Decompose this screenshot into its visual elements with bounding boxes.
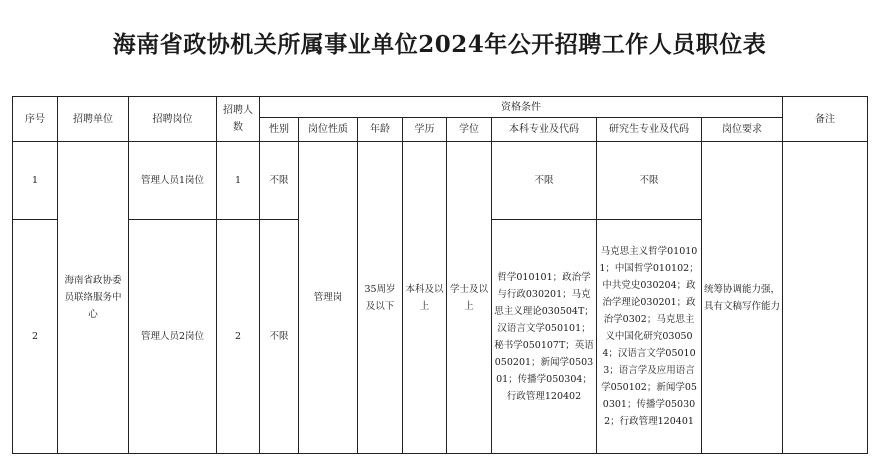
degree-cell: 学士及以上 [447,142,492,454]
header-gender: 性别 [260,118,299,142]
requirements-cell: 统筹协调能力强，具有文稿写作能力 [702,142,783,454]
row-count: 1 [217,142,260,220]
header-position: 招聘岗位 [129,97,217,142]
header-age: 年龄 [358,118,403,142]
remarks-cell [783,142,868,454]
row-seq: 1 [13,142,58,220]
row-position: 管理人员1岗位 [129,142,217,220]
nature-cell: 管理岗 [299,142,358,454]
row-undergrad: 哲学010101；政治学与行政030201；马克思主义理论030504T；汉语言文学050101；秘书学050107T；英语050201；新闻学050301；传播学050304；行政管理120402 [492,220,597,454]
row-position: 管理人员2岗位 [129,220,217,454]
header-degree: 学位 [447,118,492,142]
row-grad: 马克思主义哲学010101；中国哲学010102；中共党史030204；政治学理论030201；政治学0302；马克思主义中国化研究030504；汉语言文学050103；语言学及应用语言学050102；新闻学050301；传播学050302；行政管理120401 [597,220,702,454]
header-row-1 [13,97,868,118]
row-gender: 不限 [260,142,299,220]
header-grad: 研究生专业及代码 [597,118,702,142]
age-cell: 35周岁及以下 [358,142,403,454]
document-title: 海南省政协机关所属事业单位2024年公开招聘工作人员职位表 [112,31,767,58]
row-grad: 不限 [597,142,702,220]
header-nature: 岗位性质 [299,118,358,142]
table-row [13,142,868,220]
header-seq: 序号 [13,97,58,142]
row-count: 2 [217,220,260,454]
header-undergrad: 本科专业及代码 [492,118,597,142]
unit-cell: 海南省政协委员联络服务中心 [58,142,129,454]
header-count: 招聘人数 [217,97,260,142]
header-unit: 招聘单位 [58,97,129,142]
job-table [12,96,868,454]
header-education: 学历 [403,118,447,142]
row-undergrad: 不限 [492,142,597,220]
education-cell: 本科及以上 [403,142,447,454]
header-qualifications: 资格条件 [260,97,783,118]
header-remarks: 备注 [783,97,868,142]
row-seq: 2 [13,220,58,454]
row-gender: 不限 [260,220,299,454]
header-requirements: 岗位要求 [702,118,783,142]
